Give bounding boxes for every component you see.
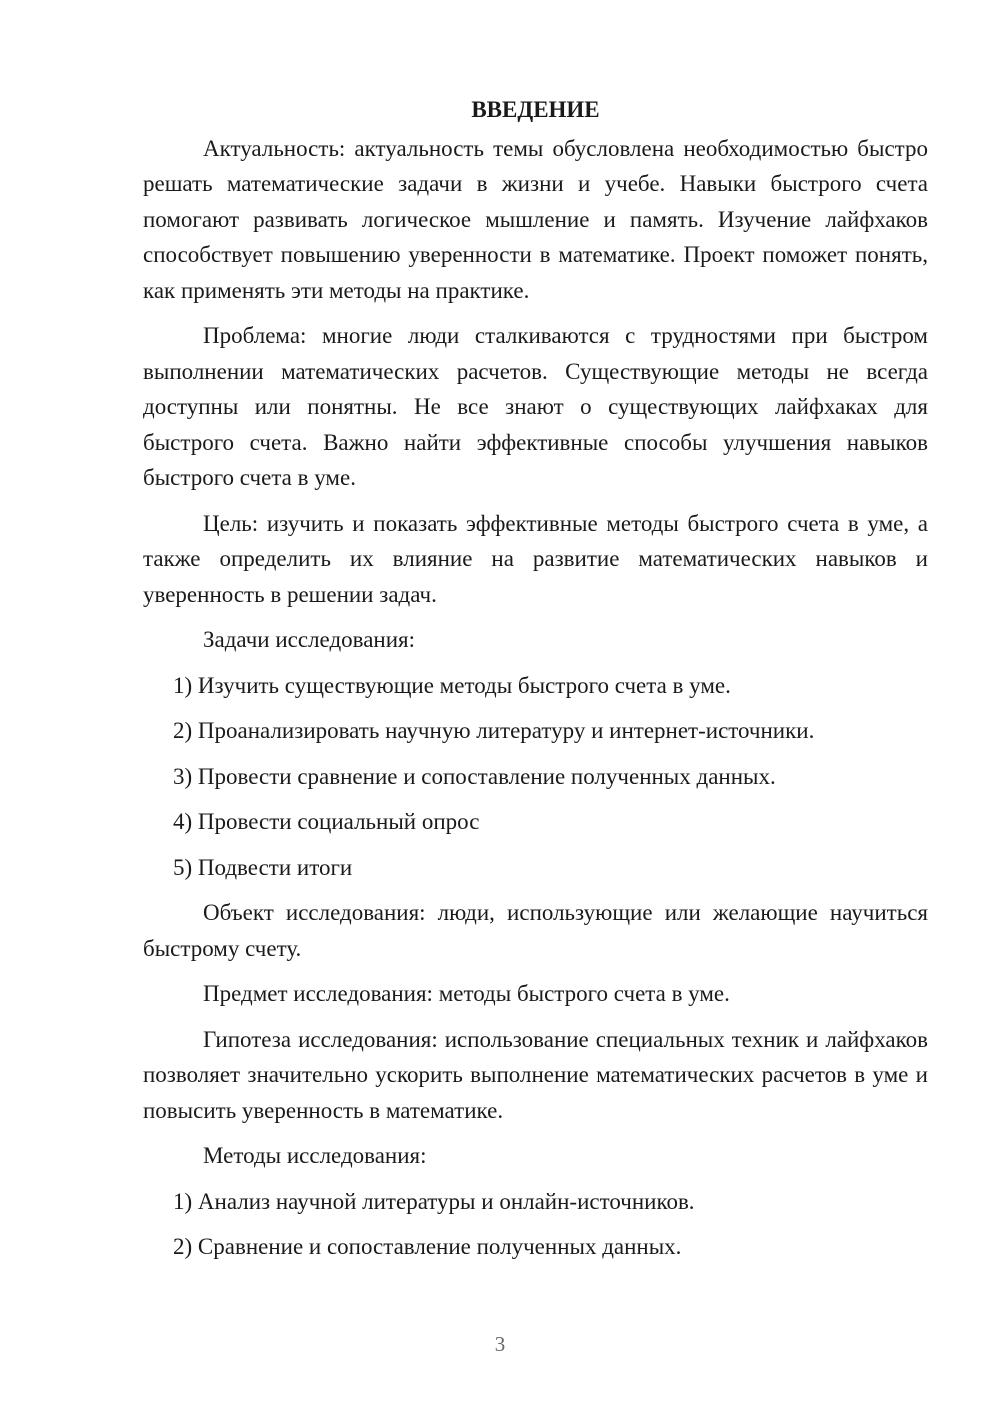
page-content	[143, 92, 928, 1275]
list-item: 4) Провести социальный опрос	[173, 809, 480, 834]
object-paragraph: Объект исследования: люди, использующие или желающие научиться быстрому счету.	[143, 900, 928, 961]
list-item: 1) Изучить существующие методы быстрого счета в уме.	[173, 672, 731, 698]
problem-paragraph: Проблема: многие люди сталкиваются с трудностями при быстром выполнении математических расчетов. Существующие методы не всегда доступны или понятны. Не все знают о существующих лайфхаках для быстрого счета. Важно найти эффективные способы улучшения навыков быстрого счета в уме.	[143, 323, 928, 490]
hypothesis-paragraph: Гипотеза исследования: использование специальных техник и лайфхаков позволяет значительно ускорить выполнение математических расчетов в уме и повысить уверенность в математике.	[143, 1026, 928, 1123]
methods-list	[143, 1184, 928, 1265]
tasks-heading: Задачи исследования:	[203, 627, 416, 652]
list-item: 3) Провести сравнение и сопоставление полученных данных.	[173, 763, 776, 789]
list-item: 2) Сравнение и сопоставление полученных данных.	[173, 1234, 682, 1259]
page-number: 3	[494, 1332, 506, 1356]
tasks-list	[143, 668, 928, 886]
section-title: ВВЕДЕНИЕ	[471, 97, 600, 122]
list-item: 5) Подвести итоги	[173, 854, 353, 880]
relevance-paragraph: Актуальность: актуальность темы обусловлена необходимостью быстро решать математические задачи в жизни и учебе. Навыки быстрого счета помогают развивать логическое мышление и память. Изучение лайфхаков способствует повышению уверенности в математике. Проект поможет понять, как применять эти методы на практике.	[143, 135, 928, 303]
subject-paragraph: Предмет исследования: методы быстрого счета в уме.	[203, 981, 730, 1006]
methods-heading: Методы исследования:	[203, 1143, 427, 1168]
list-item: 2) Проанализировать научную литературу и интернет-источники.	[173, 718, 815, 743]
goal-paragraph: Цель: изучить и показать эффективные методы быстрого счета в уме, а также определить их влияние на развитие математических навыков и уверенность в решении задач.	[143, 510, 928, 607]
list-item: 1) Анализ научной литературы и онлайн-источников.	[173, 1188, 695, 1214]
